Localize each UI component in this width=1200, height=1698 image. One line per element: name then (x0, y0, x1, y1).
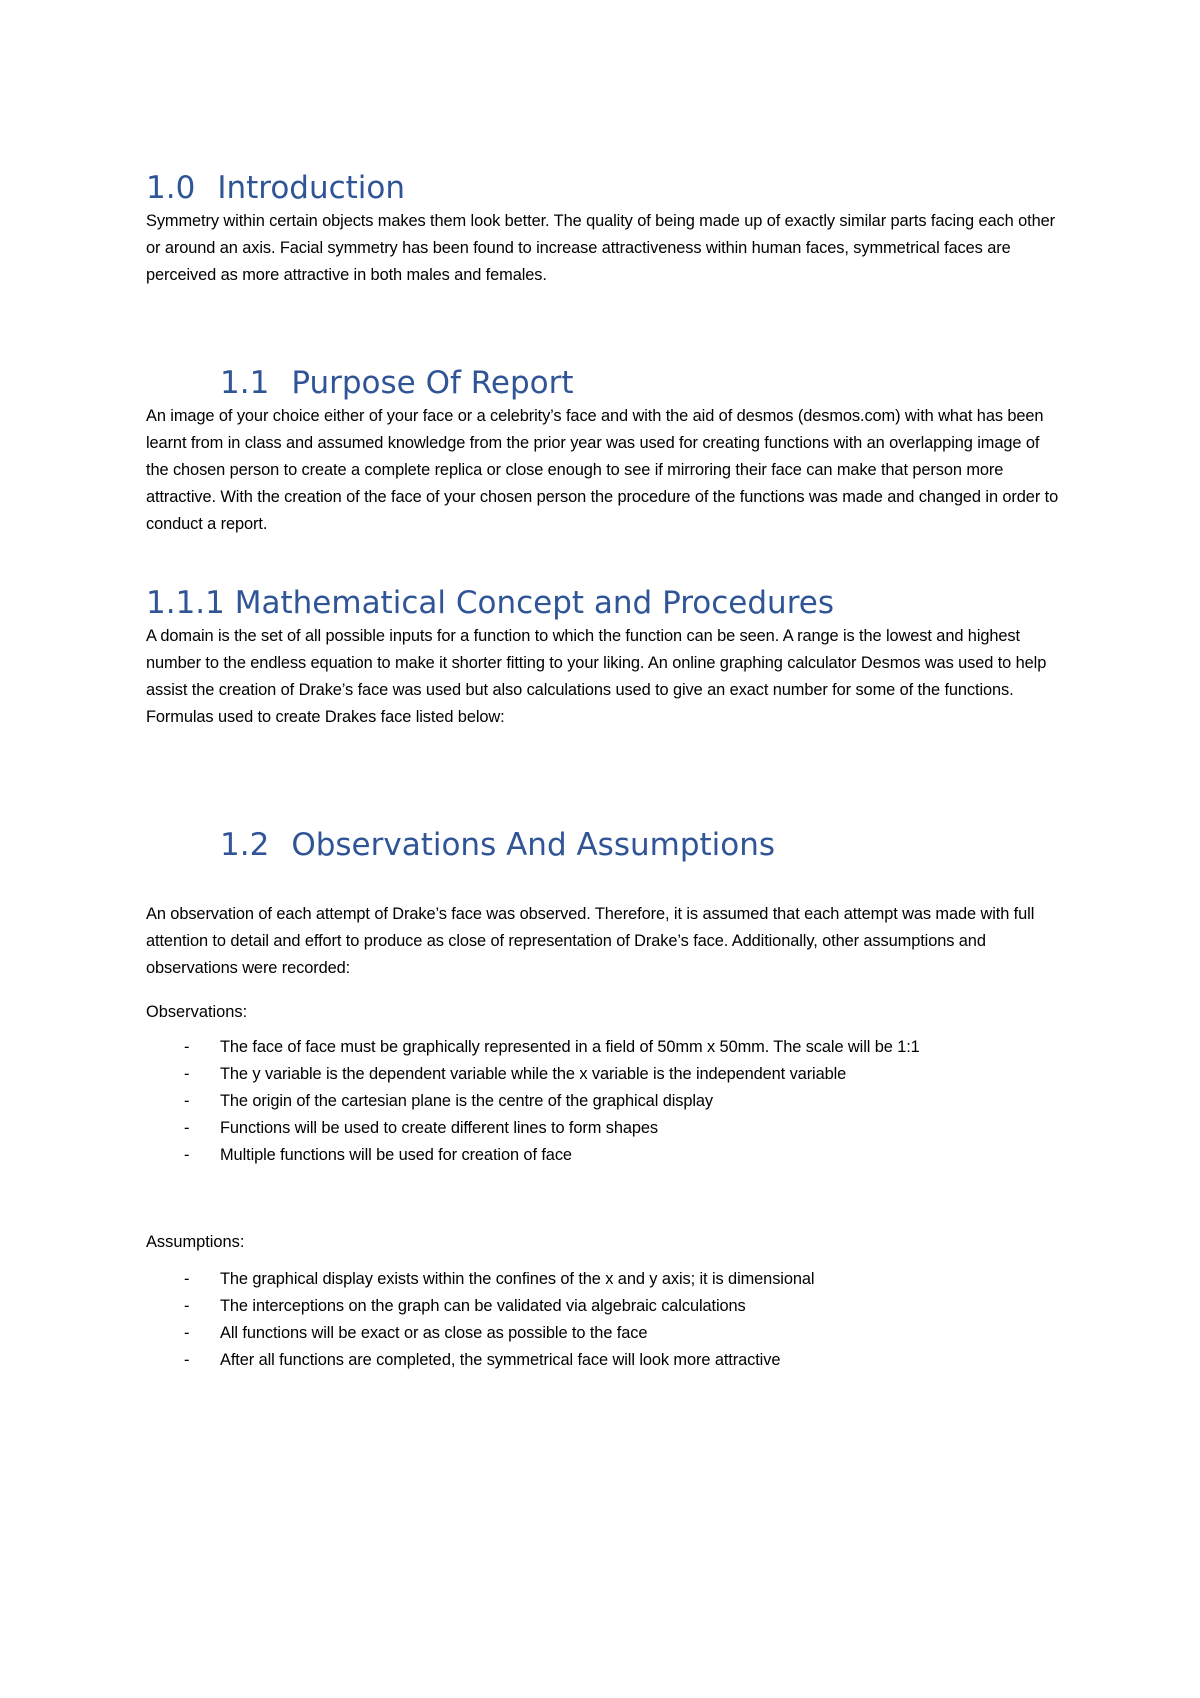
list-item: - Multiple functions will be used for creation of face (146, 1142, 1066, 1169)
list-item: - The y variable is the dependent variable while the x variable is the independent variable (146, 1061, 1066, 1088)
list-dash: - (184, 1092, 190, 1110)
heading-number: 1.1.1 (146, 585, 225, 621)
purpose-paragraph: An image of your choice either of your face or a celebrity’s face and with the aid of desmos (desmos.com) with what has been learnt from in class and assumed knowledge from the prior year was used for creating functions with an overlapping image of the chosen person to create a complete replica or close enough to see if mirroring their face can make that person more attractive. With the creation of the face of your chosen person the procedure of the functions was made and changed in order to conduct a report. (146, 407, 1059, 533)
list-dash: - (184, 1146, 190, 1164)
assumptions-label: Assumptions: (146, 1233, 245, 1251)
concept-paragraph: A domain is the set of all possible inputs for a function to which the function can be seen. A range is the lowest and highest number to the endless equation to make it shorter fitting to your liking. An online graphing calculator Desmos was used to help assist the creation of Drake’s face was used but also calculations used to give an exact number for some of the functions. Formulas used to create Drakes face listed below: (146, 627, 1047, 726)
observations-paragraph: An observation of each attempt of Drake’s face was observed. Therefore, it is assumed that each attempt was made with full attention to detail and effort to produce as close of representation of Drake’s face. Additionally, other assumptions and observations were recorded: (146, 905, 1035, 977)
list-item: - The face of face must be graphically represented in a field of 50mm x 50mm. The scale will be 1:1 (146, 1034, 1066, 1061)
list-item: - After all functions are completed, the symmetrical face will look more attractive (146, 1347, 1066, 1374)
list-dash: - (184, 1270, 190, 1288)
observations-label: Observations: (146, 1003, 248, 1021)
heading-number: 1.0 (146, 170, 196, 206)
heading-introduction (146, 168, 1066, 208)
list-item: - The origin of the cartesian plane is the centre of the graphical display (146, 1088, 1066, 1115)
list-dash: - (184, 1119, 190, 1137)
list-item: - Functions will be used to create different lines to form shapes (146, 1115, 1066, 1142)
document-content (146, 168, 1066, 1374)
list-item: - The graphical display exists within the confines of the x and y axis; it is dimensional (146, 1266, 1066, 1293)
heading-number: 1.1 (220, 365, 270, 401)
list-item: - The interceptions on the graph can be validated via algebraic calculations (146, 1293, 1066, 1320)
heading-title: Observations And Assumptions (291, 827, 776, 863)
list-dash: - (184, 1351, 190, 1369)
heading-title: Purpose Of Report (291, 365, 574, 401)
list-item: - All functions will be exact or as close as possible to the face (146, 1320, 1066, 1347)
list-dash: - (184, 1038, 190, 1056)
heading-purpose-of-report (146, 363, 1066, 403)
introduction-paragraph: Symmetry within certain objects makes them look better. The quality of being made up of exactly similar parts facing each other or around an axis. Facial symmetry has been found to increase attractiveness within human faces, symmetrical faces are perceived as more attractive in both males and females. (146, 212, 1055, 284)
heading-number: 1.2 (220, 827, 270, 863)
heading-title: Introduction (217, 170, 406, 206)
list-dash: - (184, 1065, 190, 1083)
observations-list (146, 1034, 1066, 1169)
heading-title: Mathematical Concept and Procedures (234, 585, 834, 621)
assumptions-list (146, 1266, 1066, 1374)
heading-mathematical-concept (146, 583, 1066, 623)
list-dash: - (184, 1324, 190, 1342)
list-dash: - (184, 1297, 190, 1315)
heading-observations-assumptions (146, 825, 1066, 865)
